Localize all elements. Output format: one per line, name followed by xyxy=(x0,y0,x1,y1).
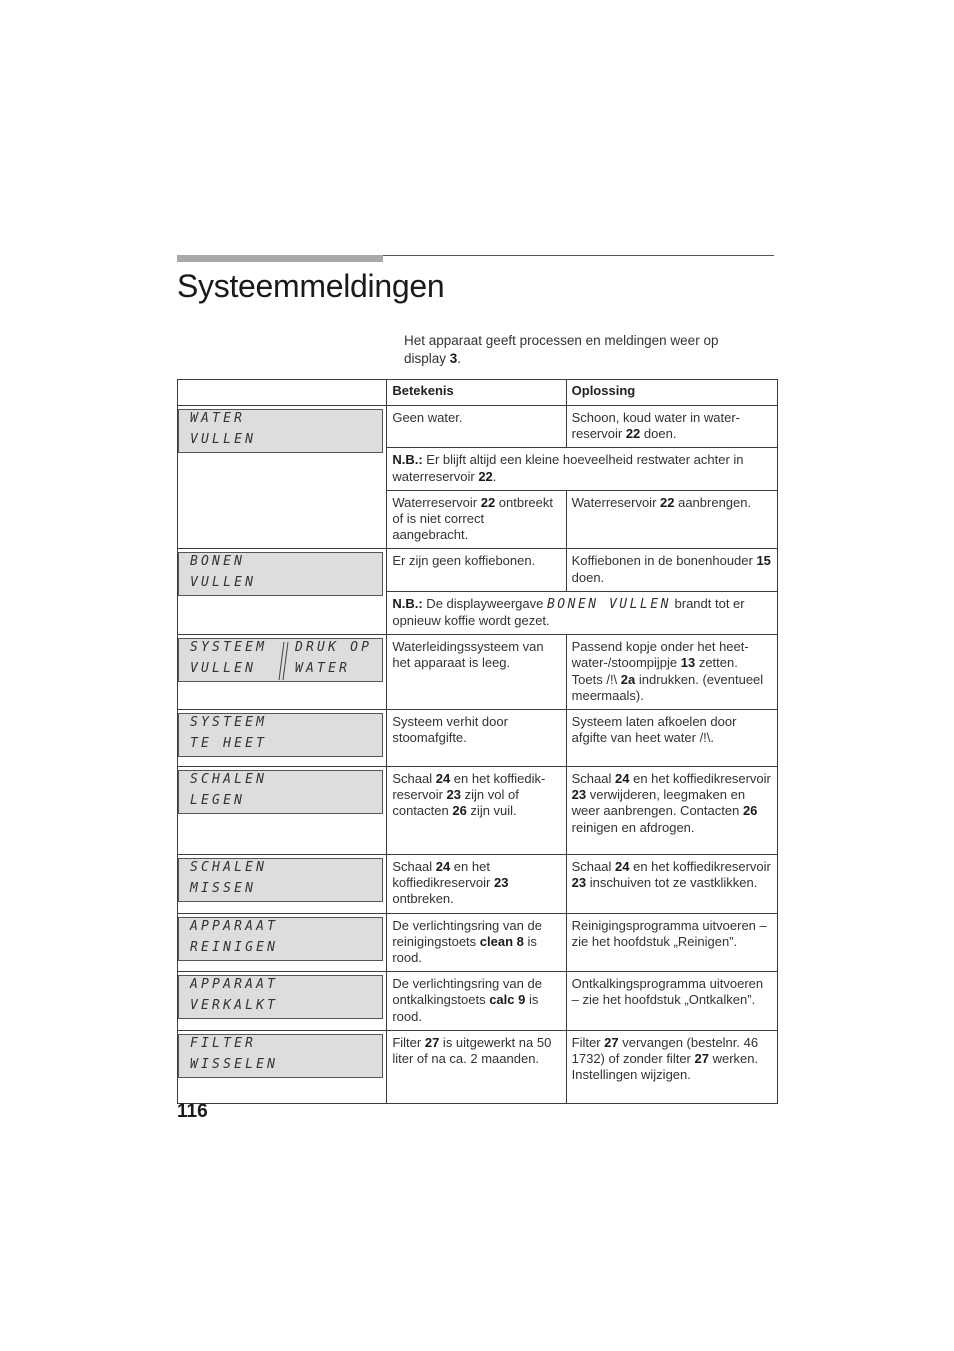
system-messages-table xyxy=(177,379,778,1104)
display-cell xyxy=(178,913,387,972)
header-display xyxy=(178,380,387,406)
solution-cell: Filter 27 vervangen (bestelnr. 46 1732) of zonder filter 27 werken. Instellingen wijzigen. xyxy=(566,1030,777,1103)
table-row xyxy=(178,406,778,448)
meaning-cell: Waterreservoir 22 ontbreekt of is niet correct aangebracht. xyxy=(387,490,566,549)
solution-cell: Passend kopje onder het heet-water-/stoompijpje 13 zetten. Toets /!\ 2a indrukken. (eventueel meermaals). xyxy=(566,635,777,710)
display-message: FILTER WISSELEN xyxy=(178,1034,383,1078)
table-row xyxy=(178,767,778,855)
intro-text: Het apparaat geeft processen en meldingen weer op display 3. xyxy=(404,333,719,366)
solution-cell: Koffiebonen in de bonenhouder 15 doen. xyxy=(566,549,777,591)
table-row xyxy=(178,710,778,767)
display-cell xyxy=(178,767,387,855)
table-row xyxy=(178,549,778,591)
table-row xyxy=(178,972,778,1031)
meaning-cell: Geen water. xyxy=(387,406,566,448)
display-cell xyxy=(178,549,387,635)
meaning-cell: Systeem verhit door stoomafgifte. xyxy=(387,710,566,767)
display-cell xyxy=(178,972,387,1031)
display-message: SCHALEN MISSEN xyxy=(178,858,383,902)
hot-water-key-icon: /!\ xyxy=(699,730,711,746)
header-meaning: Betekenis xyxy=(387,380,566,406)
solution-cell: Schaal 24 en het koffiedikreservoir 23 verwijderen, leegmaken en weer aanbrengen. Contacten 26 reinigen en afdrogen. xyxy=(566,767,777,855)
header-rule-accent xyxy=(177,255,383,262)
display-message: SCHALEN LEGEN xyxy=(178,770,383,814)
display-cell xyxy=(178,1030,387,1103)
meaning-cell: Schaal 24 en het koffiedikreservoir 23 ontbreken. xyxy=(387,855,566,914)
display-message: WATER VULLEN xyxy=(178,409,383,453)
page-number: 116 xyxy=(177,1101,208,1122)
meaning-cell: De verlichtingsring van de reinigingstoets clean 8 is rood. xyxy=(387,913,566,972)
solution-cell: Schoon, koud water in water-reservoir 22 doen. xyxy=(566,406,777,448)
table-header xyxy=(178,380,778,406)
table-row xyxy=(178,1030,778,1103)
display-cell xyxy=(178,406,387,549)
table-row xyxy=(178,855,778,914)
display-cell xyxy=(178,855,387,914)
display-message: SYSTEEM TE HEET xyxy=(178,713,383,757)
meaning-cell: Filter 27 is uitgewerkt na 50 liter of na ca. 2 maanden. xyxy=(387,1030,566,1103)
display-separator-icon xyxy=(275,641,291,681)
solution-cell: Systeem laten afkoelen door afgifte van heet water /!\. xyxy=(566,710,777,767)
table-row xyxy=(178,635,778,710)
meaning-cell: Schaal 24 en het koffiedik-reservoir 23 zijn vol of contacten 26 zijn vuil. xyxy=(387,767,566,855)
display-cell xyxy=(178,710,387,767)
meaning-cell: Waterleidingssysteem van het apparaat is leeg. xyxy=(387,635,566,710)
display-message: APPARAAT REINIGEN xyxy=(178,917,383,961)
display-message: APPARAAT VERKALKT xyxy=(178,975,383,1019)
note-cell: N.B.: Er blijft altijd een kleine hoeveelheid restwater achter in waterreservoir 22. xyxy=(387,448,778,490)
display-message: SYSTEEM VULLEN DRUK OP WATER xyxy=(178,638,383,682)
display-cell xyxy=(178,635,387,710)
meaning-cell: Er zijn geen koffiebonen. xyxy=(387,549,566,591)
header-solution: Oplossing xyxy=(566,380,777,406)
solution-cell: Reinigingsprogramma uitvoeren – zie het hoofdstuk „Reinigen”. xyxy=(566,913,777,972)
table-row xyxy=(178,913,778,972)
solution-cell: Schaal 24 en het koffiedikreservoir 23 inschuiven tot ze vastklikken. xyxy=(566,855,777,914)
hot-water-key-icon: /!\ xyxy=(606,671,618,687)
display-message: BONEN VULLEN xyxy=(178,552,383,596)
page-title: Systeemmeldingen xyxy=(177,268,445,304)
solution-cell: Waterreservoir 22 aanbrengen. xyxy=(566,490,777,549)
solution-cell: Ontkalkingsprogramma uitvoeren – zie het hoofdstuk „Ontkalken”. xyxy=(566,972,777,1031)
note-cell: N.B.: De displayweergave BONEN VULLEN brandt tot er opnieuw koffie wordt gezet. xyxy=(387,591,778,634)
meaning-cell: De verlichtingsring van de ontkalkingstoets calc 9 is rood. xyxy=(387,972,566,1031)
